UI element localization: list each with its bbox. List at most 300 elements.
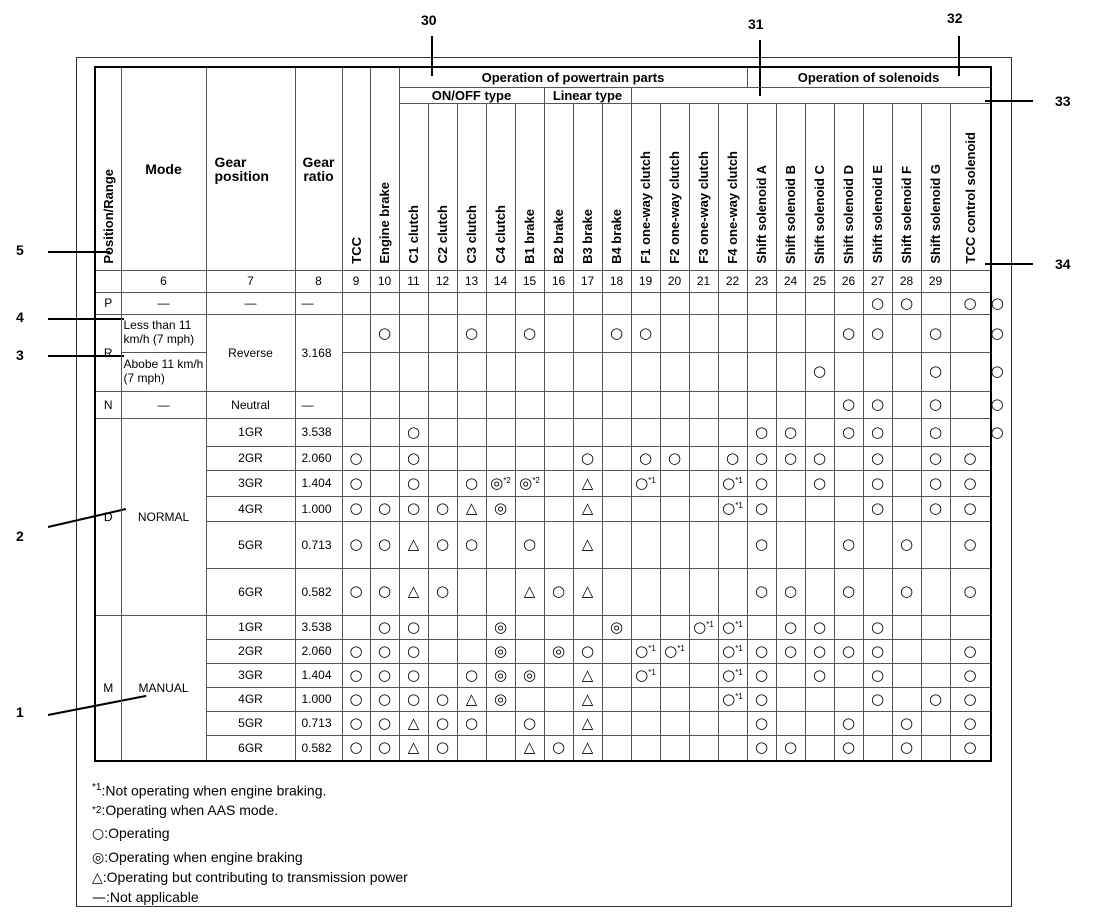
header-gear-ratio: Gear ratio [295,67,342,270]
circle-icon: ○ [812,641,827,660]
circle-icon: ○ [870,473,885,492]
cell-operation [718,711,747,735]
circle-icon: ○ [722,689,736,708]
cell-operation [370,446,399,470]
circle-icon: ○ [722,617,736,636]
cell-operation [342,639,370,663]
circle-icon: ○ [406,665,421,684]
callout-31: 31 [748,16,764,32]
cell-operation [428,418,457,446]
cell-operation [892,615,921,639]
cell-operation [747,663,776,687]
cell-operation [950,352,990,391]
circle-icon: ○ [783,641,798,660]
circle-icon: ○ [783,448,798,467]
cell-gear-ratio: 0.582 [295,568,342,615]
cell-operation [834,663,863,687]
cell-operation [486,735,515,761]
circle-icon: ○ [754,689,769,708]
header-gear-position: Gear position [206,67,295,270]
header-part-4: B1 brake [515,103,544,270]
col-number: 23 [747,270,776,292]
table-row [95,314,991,352]
cell-operation [342,292,370,314]
cell-operation [399,292,428,314]
circle-icon: ○ [754,582,769,600]
cell-operation [950,639,990,663]
cell-operation [370,615,399,639]
cell-operation [370,687,399,711]
cell-operation [921,568,950,615]
circle-icon: ○ [464,665,479,684]
circle-icon: ○ [349,473,363,492]
triangle-icon: △ [581,499,594,517]
header-part-11: F4 one-way clutch [718,103,747,270]
cell-operation [863,418,892,446]
col-number: 15 [515,270,544,292]
cell-operation [921,391,950,418]
circle-icon: ○ [754,448,769,467]
cell-operation [399,639,428,663]
cell-operation [921,352,950,391]
circle-icon: ○ [928,362,943,380]
circle-icon: ○ [841,713,856,732]
circle-icon: ○ [870,689,885,708]
cell-operation [573,521,602,568]
cell-operation [399,314,428,352]
circle-icon: ○ [722,499,736,517]
circle-icon: ○ [841,323,856,342]
cell-operation [399,470,428,496]
circle-icon: ○ [635,473,649,492]
cell-operation [776,735,805,761]
circle-icon: ○ [609,323,624,342]
circle-icon: ○ [928,323,943,342]
triangle-icon: △ [523,582,536,600]
circle-icon: ○ [580,641,595,660]
table-row [95,735,991,761]
circle-icon: ○ [522,713,537,732]
circle-icon: ○ [783,422,798,441]
circle-icon: ○ [349,713,363,732]
circle-icon: ○ [928,473,943,492]
cell-operation [718,496,747,521]
cell-operation [689,496,718,521]
cell-operation [399,446,428,470]
cell-operation [631,292,660,314]
cell-operation [428,663,457,687]
cell-operation [863,496,892,521]
cell-operation [834,735,863,761]
cell-operation [573,446,602,470]
cell-operation [631,735,660,761]
col-number-blank [95,270,121,292]
cell-operation [342,470,370,496]
cell-operation [515,292,544,314]
circle-icon: ○ [870,422,885,441]
circle-icon: ○ [899,535,914,553]
circle-icon: ○ [754,738,769,757]
cell-operation [921,663,950,687]
cell-gear-ratio: 2.060 [295,446,342,470]
cell-operation [399,735,428,761]
cell-position: N [95,391,121,418]
cell-operation [950,568,990,615]
cell-operation [544,352,573,391]
cell-operation [399,521,428,568]
circle-icon: ○ [870,499,885,517]
cell-operation [370,496,399,521]
cell-operation [776,711,805,735]
cell-operation [573,735,602,761]
cell-operation [892,639,921,663]
cell-operation [950,446,990,470]
cell-operation [370,735,399,761]
circle-icon: ○ [377,641,392,660]
cell-operation [342,391,370,418]
cell-operation [805,663,834,687]
cell-operation [950,687,990,711]
circle-icon: ○ [870,617,885,636]
cell-operation [776,418,805,446]
col-number: 10 [370,270,399,292]
cell-operation [544,292,573,314]
note-transmission-power: △:Operating but contributing to transmission power [92,868,408,886]
cell-gear-ratio: — [295,391,342,418]
header-solenoid-group: Operation of solenoids [747,67,990,87]
circle-icon: ○ [754,499,769,517]
circle-icon: ○ [638,323,653,342]
note-engine-braking: ◎:Operating when engine braking [92,848,303,866]
circle-icon: ○ [406,422,421,441]
cell-operation [486,470,515,496]
cell-operation [747,615,776,639]
cell-mode: MANUAL [121,615,206,761]
cell-gear-ratio: 1.000 [295,496,342,521]
cell-operation [776,615,805,639]
cell-operation [428,314,457,352]
cell-operation [718,663,747,687]
double-circle-icon: ◎ [551,641,566,660]
footnote-mark: *1 [735,643,743,653]
footnote-mark: *2 [532,475,540,485]
cell-operation [428,615,457,639]
triangle-icon: △ [465,499,478,517]
circle-icon: ○ [963,582,977,600]
cell-operation [950,470,990,496]
circle-icon: ○ [551,582,566,600]
cell-operation [689,352,718,391]
cell-operation [370,314,399,352]
cell-operation [573,314,602,352]
cell-operation [399,663,428,687]
col-number: 7 [206,270,295,292]
cell-mode: — [121,292,206,314]
circle-icon: ○ [725,448,740,467]
footnote-mark: *1 [735,475,743,485]
cell-operation [805,292,834,314]
cell-operation [486,391,515,418]
header-part-2: C3 clutch [457,103,486,270]
cell-operation [428,446,457,470]
cell-operation [689,292,718,314]
callout-30: 30 [421,12,437,28]
circle-icon: ○ [349,448,363,467]
cell-operation [515,446,544,470]
cell-gear-ratio: 1.404 [295,470,342,496]
cell-operation [428,735,457,761]
circle-icon: ○ [664,641,678,660]
cell-operation [950,521,990,568]
cell-gear-position: 1GR [206,418,295,446]
cell-operation [718,314,747,352]
cell-operation [631,568,660,615]
cell-operation [689,391,718,418]
circle-icon: ○ [580,448,595,467]
cell-operation [342,352,370,391]
header-solenoid-0: Shift solenoid A [747,103,776,270]
cell-operation [602,687,631,711]
circle-icon: ○ [722,473,736,492]
footnote-mark: *1 [648,643,656,653]
cell-mode: Abobe 11 km/h (7 mph) [121,352,206,391]
table-row [95,292,991,314]
cell-operation [602,663,631,687]
cell-operation [892,568,921,615]
double-circle-icon: ◎ [493,617,508,636]
callout-3: 3 [16,347,24,363]
cell-operation [342,521,370,568]
cell-operation [805,418,834,446]
header-solenoid-7: TCC control solenoid [950,103,990,270]
table-row [95,711,991,735]
cell-operation [863,521,892,568]
cell-operation [863,639,892,663]
col-number: 11 [399,270,428,292]
cell-operation [428,470,457,496]
cell-operation [370,568,399,615]
cell-operation [602,352,631,391]
circle-icon: ○ [870,448,885,467]
circle-icon: ○ [870,395,885,413]
circle-icon: ○ [349,535,363,553]
cell-gear-position: 4GR [206,496,295,521]
circle-icon: ○ [812,665,827,684]
table-row [95,687,991,711]
cell-operation [660,711,689,735]
header-solenoid-4: Shift solenoid E [863,103,892,270]
cell-operation [689,521,718,568]
cell-operation [544,711,573,735]
cell-operation [399,568,428,615]
cell-operation [689,470,718,496]
circle-icon: ○ [963,689,977,708]
cell-operation [776,687,805,711]
header-mode: Mode [121,67,206,270]
double-circle-icon: ◎ [490,473,504,492]
footnote-mark: *1 [735,691,743,701]
cell-operation [515,711,544,735]
cell-gear-ratio: — [295,292,342,314]
cell-operation [892,391,921,418]
cell-operation [950,735,990,761]
cell-gear-position: Reverse [206,314,295,391]
cell-operation [631,352,660,391]
cell-operation [457,446,486,470]
cell-operation [950,314,990,352]
cell-operation [631,470,660,496]
circle-icon: ○ [963,641,977,660]
circle-icon: ○ [754,535,769,553]
circle-icon: ○ [406,499,421,517]
cell-operation [863,568,892,615]
circle-icon: ○ [349,582,363,600]
cell-operation [544,663,573,687]
cell-operation [660,663,689,687]
cell-operation [370,292,399,314]
cell-operation [834,615,863,639]
cell-operation [515,314,544,352]
cell-operation [892,663,921,687]
col-number: 20 [660,270,689,292]
cell-operation [921,687,950,711]
callout-34-line [985,263,1033,265]
circle-icon: ○ [435,689,450,708]
cell-operation [370,639,399,663]
circle-icon: ○ [963,738,977,757]
cell-operation [573,418,602,446]
header-part-5: B2 brake [544,103,573,270]
circle-icon: ○ [377,535,392,553]
cell-gear-position: 4GR [206,687,295,711]
circle-icon: ○ [841,582,856,600]
col-number: 24 [776,270,805,292]
cell-operation [370,521,399,568]
double-circle-icon: ◎ [493,641,508,660]
cell-operation [834,314,863,352]
cell-operation [515,735,544,761]
cell-mode: — [121,391,206,418]
cell-operation [776,568,805,615]
footnote-mark: *1 [677,643,685,653]
circle-icon: ○ [899,738,914,757]
col-number: 8 [295,270,342,292]
cell-operation [805,615,834,639]
circle-icon: ○ [464,535,479,553]
circle-icon: ○ [377,713,392,732]
cell-operation [689,687,718,711]
cell-operation [892,711,921,735]
triangle-icon: △ [523,738,536,757]
cell-gear-ratio: 0.582 [295,735,342,761]
cell-operation [486,711,515,735]
circle-icon: ○ [963,473,977,492]
cell-operation [544,639,573,663]
cell-operation [747,391,776,418]
cell-operation [834,687,863,711]
circle-icon: ○ [783,617,798,636]
circle-icon: ○ [435,582,450,600]
header-position-range: Position/Range [95,67,121,270]
circle-icon: ○ [693,617,707,636]
cell-operation [805,735,834,761]
col-number-blank [950,270,990,292]
cell-operation [747,470,776,496]
circle-icon: ○ [928,422,943,441]
circle-icon: ○ [812,617,827,636]
cell-operation [428,391,457,418]
cell-operation [428,687,457,711]
col-number: 26 [834,270,863,292]
circle-icon: ○ [841,422,856,441]
cell-operation [486,292,515,314]
circle-icon: ○ [812,362,827,380]
cell-operation [892,292,921,314]
header-solenoid-2: Shift solenoid C [805,103,834,270]
cell-operation [631,687,660,711]
col-number: 25 [805,270,834,292]
header-engine-brake: Engine brake [370,67,399,270]
cell-operation [718,391,747,418]
cell-operation [573,639,602,663]
cell-operation [457,352,486,391]
cell-operation [747,711,776,735]
cell-operation [486,639,515,663]
cell-operation [428,352,457,391]
cell-operation [573,568,602,615]
cell-operation [602,496,631,521]
circle-icon: ○ [990,422,1004,441]
cell-operation [457,711,486,735]
cell-operation [776,446,805,470]
cell-operation [834,391,863,418]
cell-operation [747,496,776,521]
triangle-icon: △ [581,582,594,600]
cell-operation [863,735,892,761]
cell-operation [515,615,544,639]
table-row [95,663,991,687]
cell-operation [892,446,921,470]
cell-operation [747,352,776,391]
header-part-1: C2 clutch [428,103,457,270]
cell-gear-ratio: 3.538 [295,615,342,639]
cell-operation [486,314,515,352]
cell-operation [486,615,515,639]
footnote-mark: *1 [735,501,743,510]
circle-icon: ○ [754,422,769,441]
cell-gear-position: 3GR [206,663,295,687]
cell-operation [892,314,921,352]
circle-icon: ○ [963,448,977,467]
circle-icon: ○ [667,448,682,467]
cell-operation [602,314,631,352]
circle-icon: ○ [870,323,885,342]
col-number: 12 [428,270,457,292]
note-2: $^{*2}$:Operating when AAS mode. [92,801,279,818]
triangle-icon: △ [581,738,594,757]
cell-operation [515,663,544,687]
circle-icon: ○ [406,689,421,708]
circle-icon: ○ [464,323,479,342]
cell-operation [544,735,573,761]
cell-operation [660,496,689,521]
col-number: 21 [689,270,718,292]
double-circle-icon: ◎ [519,473,533,492]
cell-operation [892,496,921,521]
triangle-icon: △ [581,473,594,492]
cell-operation [689,639,718,663]
circle-icon: ○ [464,713,479,732]
